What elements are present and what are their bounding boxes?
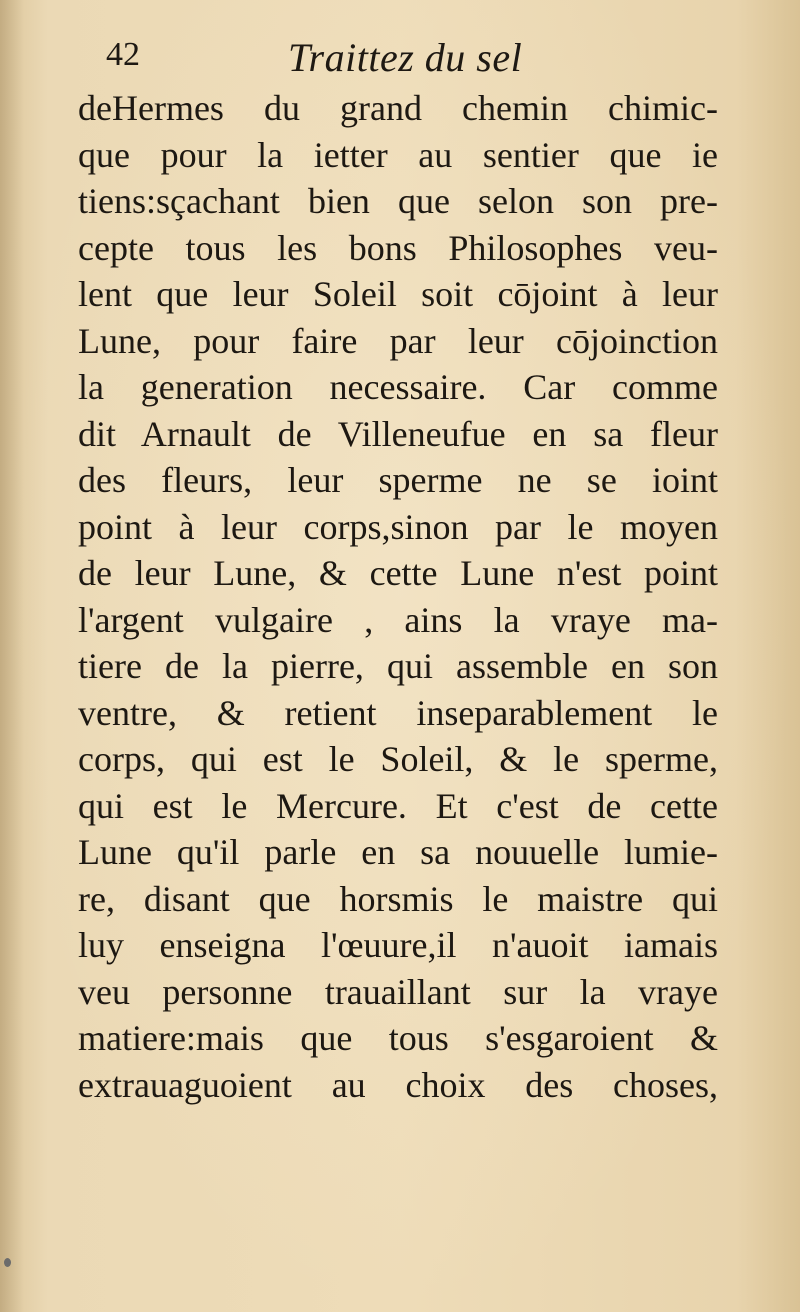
text-line-17: Lune qu'il parle en sa nouuelle lumie- bbox=[78, 832, 718, 872]
text-line-13: tiere de la pierre, qui assemble en son bbox=[78, 646, 718, 686]
running-head: Traittez du sel bbox=[288, 35, 523, 80]
text-line-20: veu personne trauaillant sur la vraye bbox=[78, 971, 718, 1012]
text-line-14: ventre, & retient inseparablement le bbox=[78, 692, 718, 733]
text-line-22: extrauaguoient au choix des choses, bbox=[78, 1064, 718, 1105]
text-line-4: cepte tous les bons Philosophes veu- bbox=[78, 227, 718, 268]
body-text bbox=[78, 85, 718, 1108]
page-number: 42 bbox=[106, 36, 140, 73]
text-line-2: que pour la ietter au sentier que ie bbox=[78, 134, 718, 175]
text-line-19: luy enseigna l'œuure,il n'auoit iamais bbox=[78, 925, 718, 965]
text-line-9: des fleurs, leur sperme ne se ioint bbox=[78, 460, 718, 500]
text-line-21: matiere:mais que tous s'esgaroient & bbox=[78, 1018, 718, 1058]
text-line-12: l'argent vulgaire , ains la vraye ma- bbox=[78, 599, 718, 640]
text-line-1: deHermes du grand chemin chimic- bbox=[78, 88, 718, 128]
text-line-3: tiens:sçachant bien que selon son pre- bbox=[78, 181, 718, 221]
text-line-5: lent que leur Soleil soit cōjoint à leur bbox=[78, 274, 718, 314]
text-line-16: qui est le Mercure. Et c'est de cette bbox=[78, 785, 718, 826]
page-header bbox=[98, 32, 718, 82]
ink-speck bbox=[4, 1258, 11, 1267]
text-line-15: corps, qui est le Soleil, & le sperme, bbox=[78, 739, 718, 779]
text-line-6: Lune, pour faire par leur cōjoinction bbox=[78, 320, 718, 361]
text-line-18: re, disant que horsmis le maistre qui bbox=[78, 878, 718, 919]
text-line-8: dit Arnault de Villeneufue en sa fleur bbox=[78, 413, 718, 454]
text-line-11: de leur Lune, & cette Lune n'est point bbox=[78, 553, 718, 593]
text-line-10: point à leur corps,sinon par le moyen bbox=[78, 506, 718, 547]
text-line-7: la generation necessaire. Car comme bbox=[78, 367, 718, 407]
page-fold-shadow bbox=[0, 0, 24, 1312]
